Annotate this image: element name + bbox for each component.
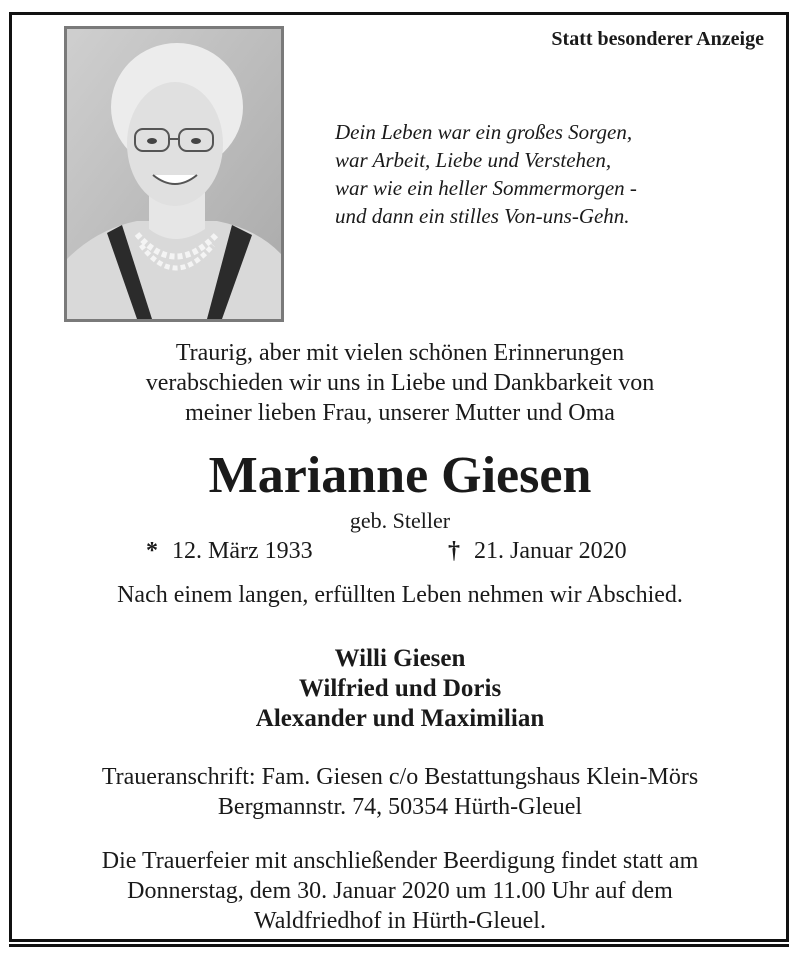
ceremony-line: Die Trauerfeier mit anschließender Beerdigung findet statt am <box>101 848 699 874</box>
life-dates <box>0 538 800 568</box>
notice-header-label: Statt besonderer Anzeige <box>551 28 764 50</box>
deceased-name: Marianne Giesen <box>208 447 592 504</box>
family-line: Wilfried und Doris <box>298 675 502 702</box>
notice-bottom-rule <box>9 944 789 947</box>
poem-line: Dein Leben war ein großes Sorgen, <box>335 120 633 144</box>
address-line: Bergmannstr. 74, 50354 Hürth-Gleuel <box>217 794 583 820</box>
intro-line: Traurig, aber mit vielen schönen Erinnerungen <box>175 340 625 366</box>
death-date: 21. Januar 2020 <box>474 538 627 564</box>
birth-date: 12. März 1933 <box>172 538 313 564</box>
family-line: Willi Giesen <box>334 645 466 672</box>
family-line: Alexander und Maximilian <box>255 705 545 732</box>
poem-line: und dann ein stilles Von-uns-Gehn. <box>335 204 630 228</box>
birth-star-icon: * <box>146 538 158 564</box>
intro-line: verabschieden wir uns in Liebe und Dankbarkeit von <box>145 370 655 396</box>
ceremony-line: Waldfriedhof in Hürth-Gleuel. <box>254 908 546 934</box>
intro-line: meiner lieben Frau, unserer Mutter und Oma <box>185 400 615 426</box>
poem-line: war wie ein heller Sommermorgen - <box>335 176 637 200</box>
death-date-group <box>448 538 627 565</box>
farewell-text: Nach einem langen, erfüllten Leben nehmen wir Abschied. <box>117 582 683 608</box>
poem-line: war Arbeit, Liebe und Verstehen, <box>335 148 612 172</box>
ceremony-line: Donnerstag, dem 30. Januar 2020 um 11.00 Uhr auf dem <box>127 878 673 904</box>
ceremony-info <box>20 846 780 936</box>
portrait-photo-icon <box>67 29 281 319</box>
death-cross-icon: † <box>448 538 460 564</box>
mourning-address <box>20 762 780 822</box>
poem <box>335 118 735 230</box>
portrait-photo <box>64 26 284 322</box>
address-line: Traueranschrift: Fam. Giesen c/o Bestattungshaus Klein-Mörs <box>101 764 699 790</box>
born-name: geb. Steller <box>349 508 451 533</box>
family-names <box>20 644 780 734</box>
intro-text <box>20 338 780 428</box>
birth-date-group <box>146 538 313 565</box>
